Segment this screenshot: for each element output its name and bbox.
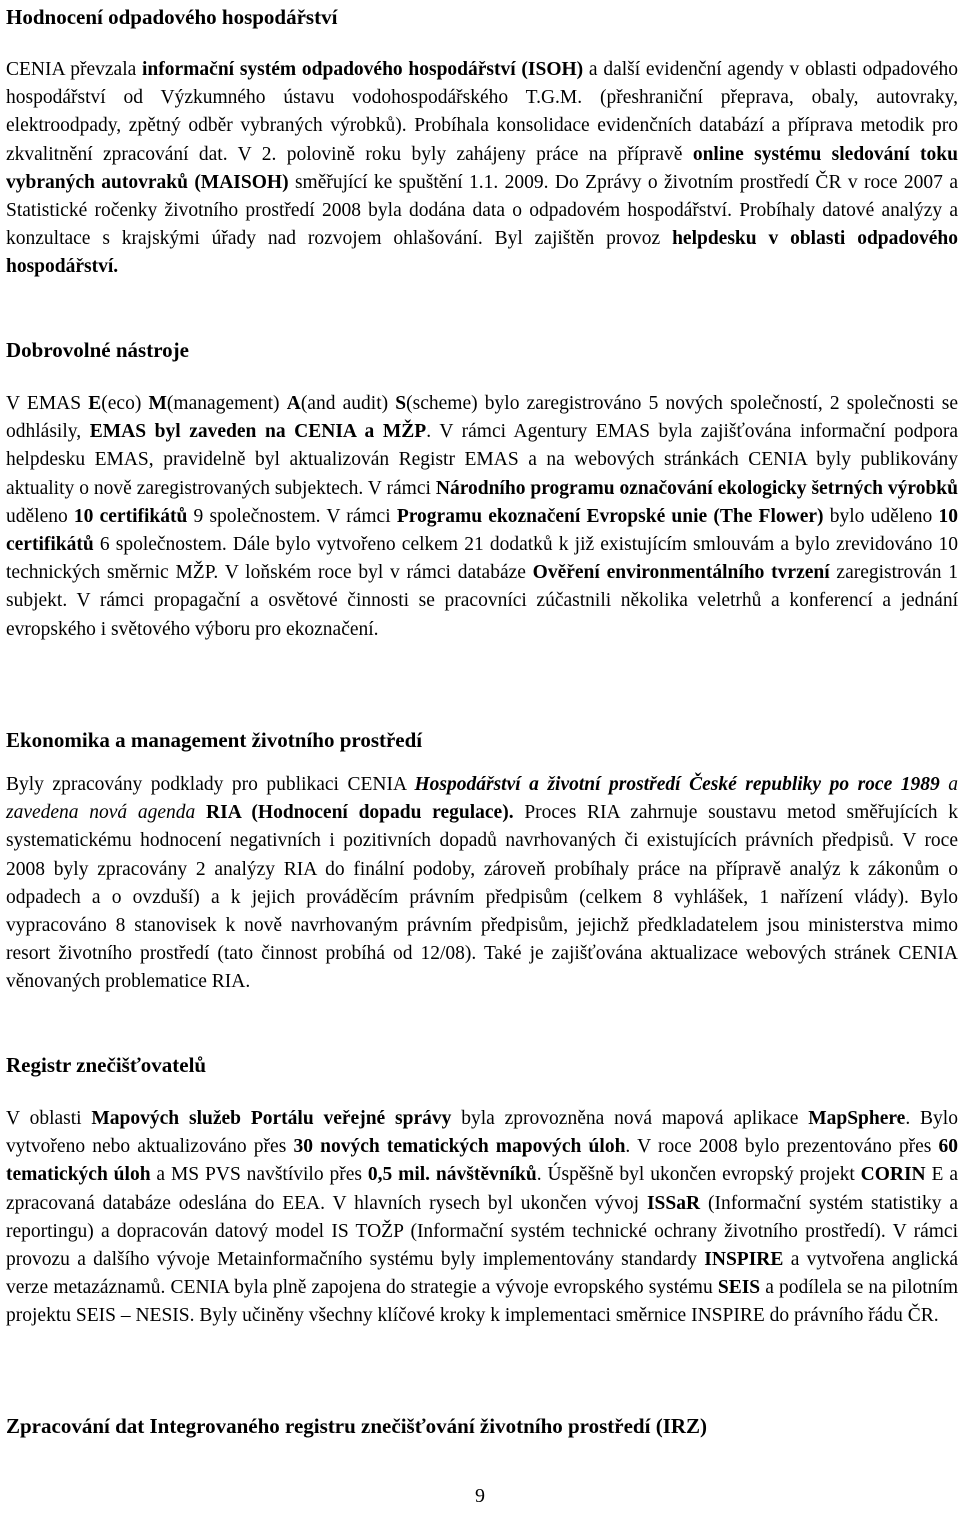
page-number: 9 [475,1485,485,1507]
paragraph-polluters-register: V oblasti Mapových služeb Portálu veřejné správy byla zprovozněna nová mapová aplikace MapSphere. Bylo vytvořeno nebo aktualizováno přes 30 nových tematických mapových úloh. V roce 2008 bylo prezentováno přes 60 tematických úloh a MS PVS navštívilo přes 0,5 mil. návštěvníků. Úspěšně byl ukončen evropský projekt CORIN E a zpracovaná databáze odeslána do EEA. V hlavních rysech byl ukončen vývoj ISSaR (Informační systém statistiky a reportingu) a dopracován datový model IS TOŽP (Informační systém technické ochrany životního prostředí). V rámci provozu a dalšího vývoje Metainformačního systému byly implementovány standardy INSPIRE a vytvořena anglická verze metazáznamů. CENIA byla plně zapojena do strategie a vývoje evropského systému SEIS a podílela se na pilotním projektu SEIS – NESIS. Byly učiněny všechny klíčové kroky k implementaci směrnice INSPIRE do právního řádu ČR. [6,1108,958,1327]
section-heading-economics: Ekonomika a management životního prostředí [6,728,423,752]
paragraph-waste-management: CENIA převzala informační systém odpadového hospodářství (ISOH) a další evidenční agendy v oblasti odpadového hospodářství od Výzkumného ústavu vodohospodářského T.G.M. (přeshraniční přeprava, obaly, autovraky, elektroodpady, zpětný odběr vybraných výrobků). Probíhala konsolidace evidenčních databází a příprava metodik pro zkvalitnění zpracování dat. V 2. polovině roku byly zahájeny práce na přípravě online systému sledování toku vybraných autovraků (MAISOH) směřující ke spuštění 1.1. 2009. Do Zprávy o životním prostředí ČR v roce 2007 a Statistické ročenky životního prostředí 2008 byla dodána data o odpadovém hospodářství. Probíhaly datové analýzy a konzultace s krajskými úřady nad rozvojem ohlašování. Byl zajištěn provoz helpdesku v oblasti odpadového hospodářství. [6,59,958,278]
section-heading-irz: Zpracování dat Integrovaného registru znečišťování životního prostředí (IRZ) [6,1414,708,1438]
paragraph-voluntary-tools: V EMAS E(eco) M(management) A(and audit) S(scheme) bylo zaregistrováno 5 nových společností, 2 společnosti se odhlásily, EMAS byl zaveden na CENIA a MŽP. V rámci Agentury EMAS byla zajišťována informační podpora helpdesku EMAS, pravidelně byl aktualizován Registr EMAS a na webových stránkách CENIA byly publikovány aktuality o nově zaregistrovaných subjektech. V rámci Národního programu označování ekologicky šetrných výrobků uděleno 10 certifikátů 9 společnostem. V rámci Programu ekoznačení Evropské unie (The Flower) bylo uděleno 10 certifikátů 6 společnostem. Dále bylo vytvořeno celkem 21 dodatků k již existujícím smlouvám a bylo zrevidováno 10 technických směrnic MŽP. V loňském roce byl v rámci databáze Ověření environmentálního tvrzení zaregistrován 1 subjekt. V rámci propagační a osvětové činnosti se pracovníci zúčastnili několika veletrhů a konferencí a jednání evropského i světového výboru pro ekoznačení. [6,393,958,640]
section-heading-waste-management: Hodnocení odpadového hospodářství [6,5,338,29]
section-heading-polluters-register: Registr znečišťovatelů [6,1053,207,1077]
paragraph-economics: Byly zpracovány podklady pro publikaci CENIA Hospodářství a životní prostředí České republiky po roce 1989 a zavedena nová agenda RIA (Hodnocení dopadu regulace). Proces RIA zahrnuje soustavu metod směřujících k systematickému hodnocení negativních i pozitivních dopadů navrhovaných či existujících právních předpisů. V roce 2008 byly zpracovány 2 analýzy RIA do finální podoby, zároveň probíhaly práce na přípravě analýz k zákonům o odpadech a o ovzduší) a k jejich prováděcím právním předpisům (celkem 8 vyhlášek, 1 nařízení vlády). Bylo vypracováno 8 stanovisek k nově navrhovaným právním předpisům, jejichž předkladatelem jsou ministerstva mimo resort životního prostředí (tato činnost probíhá od 12/08). Také je zajišťována aktualizace webových stránek CENIA věnovaných problematice RIA. [6,774,959,993]
section-heading-voluntary-tools: Dobrovolné nástroje [6,338,189,362]
